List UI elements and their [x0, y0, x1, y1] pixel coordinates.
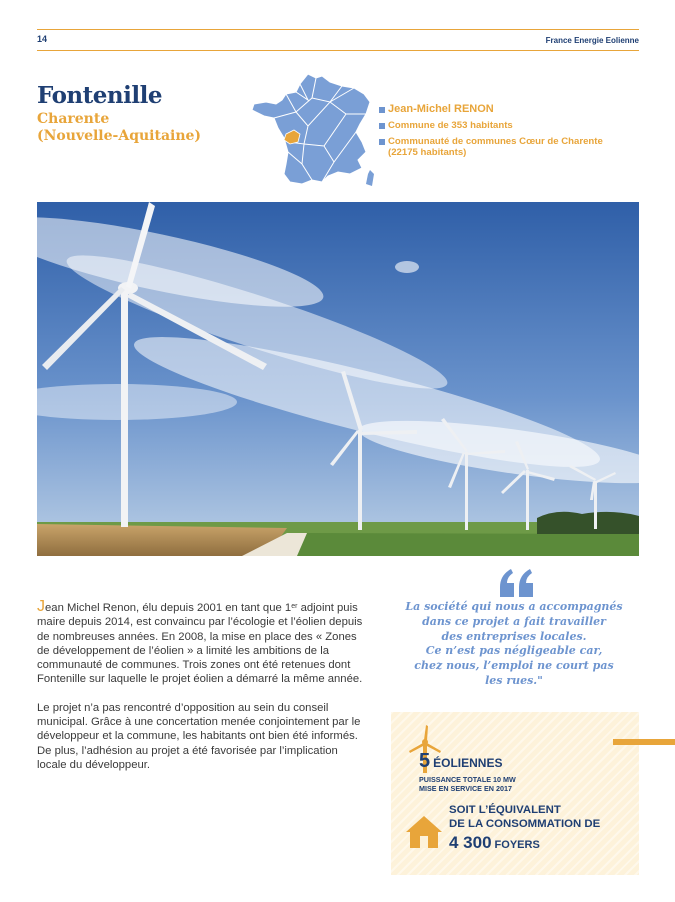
article-body — [37, 600, 363, 786]
subtitle-region: (Nouvelle-Aquitaine) — [37, 128, 202, 144]
house-icon — [405, 814, 443, 850]
homes-stat: 4 300 FOYERS — [449, 833, 540, 852]
equivalence-text: SOIT L’ÉQUIVALENT DE LA CONSOMMATION DE — [449, 804, 601, 830]
page-subtitle — [37, 111, 201, 145]
quote-icon — [497, 567, 537, 599]
turbines-details: PUISSANCE TOTALE 10 MW MISE EN SERVICE EN 2017 — [419, 775, 516, 793]
info-communaute: Communauté de communes Cœur de Charente (22175 habitants) — [379, 136, 639, 158]
commune-info — [379, 104, 639, 163]
accent-bar — [613, 739, 675, 745]
wind-farm-photo — [37, 202, 639, 556]
paragraph-1: Jean Michel Renon, élu depuis 2001 en tant que 1er adjoint puis maire depuis 2014, est convaincu par l’écologie et l’éolien depuis de nombreuses années. En 2008, la mise en place des « Zones de développement de l’éolien » a limité les ambitions de la communauté de communes. Trois zones ont été retenues dont Fontenille sur laquelle le projet éolien a démarré la même année. — [37, 598, 363, 686]
page-title: Fontenille — [37, 82, 162, 109]
brand-name: France Energie Eolienne — [545, 36, 639, 45]
france-map-icon — [250, 72, 380, 194]
pull-quote: La société qui nous a accompagnés dans ce projet a fait travailler des entreprises locales. Ce n’est pas négligeable car, chez nous, l’emploi ne court pas les rues." — [405, 600, 623, 687]
paragraph-2: Le projet n’a pas rencontré d’opposition au sein du conseil municipal. Grâce à une concertation menée conjointement par le développeur et la commune, les habitants ont bien été informés. De plus, l’adhésion au projet a été favorisée par l’implication locale du développeur. — [37, 701, 361, 771]
subtitle-department: Charente — [37, 111, 110, 127]
header-bottom-rule — [37, 50, 639, 51]
turbines-stat: 5 ÉOLIENNES — [419, 750, 503, 772]
info-mayor: Jean-Michel RENON — [379, 104, 639, 115]
drop-cap: J — [37, 598, 45, 615]
header-top-rule — [37, 29, 639, 30]
info-commune: Commune de 353 habitants — [379, 120, 639, 131]
page-number: 14 — [37, 34, 48, 44]
